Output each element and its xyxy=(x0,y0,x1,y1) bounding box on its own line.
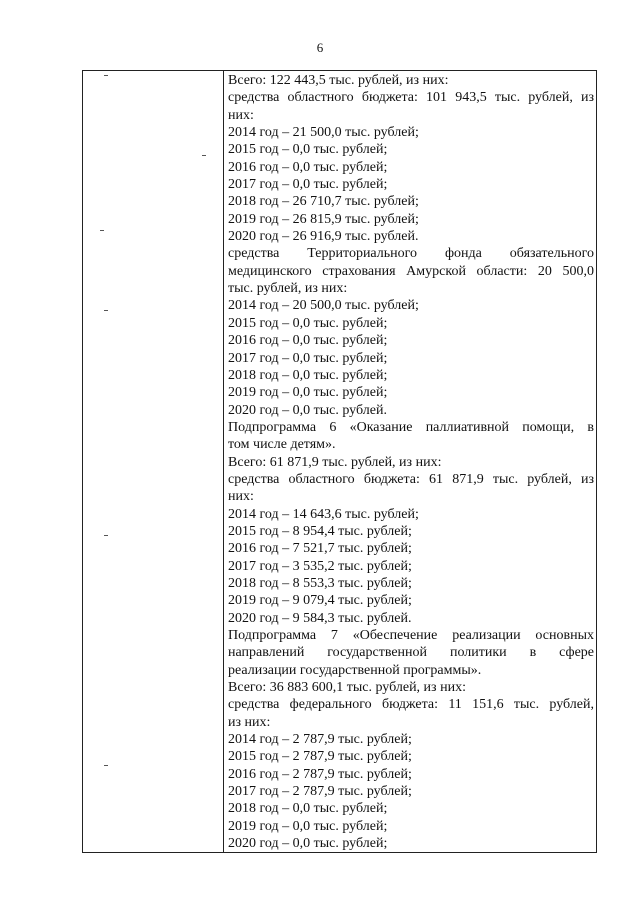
text-line: 2016 год – 7 521,7 тыс. рублей; xyxy=(228,541,412,557)
text-line: 2018 год – 26 710,7 тыс. рублей; xyxy=(228,194,419,210)
scan-speck xyxy=(104,535,108,536)
scan-speck xyxy=(104,75,108,76)
text-line: направлений государственной политики в сфере xyxy=(228,645,594,661)
text-line: из них: xyxy=(228,714,271,730)
text-line: средства областного бюджета: 61 871,9 тыс. рублей, из xyxy=(228,471,594,487)
text-line: 2018 год – 0,0 тыс. рублей; xyxy=(228,367,388,383)
funding-text-cell xyxy=(228,72,594,852)
text-line: 2019 год – 26 815,9 тыс. рублей; xyxy=(228,211,419,227)
scan-speck xyxy=(100,230,104,231)
text-line: 2014 год – 21 500,0 тыс. рублей; xyxy=(228,125,419,141)
text-line: 2016 год – 0,0 тыс. рублей; xyxy=(228,159,388,175)
text-line: 2015 год – 2 787,9 тыс. рублей; xyxy=(228,749,412,765)
text-line: 2015 год – 0,0 тыс. рублей; xyxy=(228,142,388,158)
scan-speck xyxy=(104,765,108,766)
text-line: медицинского страхования Амурской области: 20 500,0 xyxy=(228,263,594,279)
text-line: 2017 год – 2 787,9 тыс. рублей; xyxy=(228,784,412,800)
text-line: 2017 год – 0,0 тыс. рублей; xyxy=(228,350,388,366)
text-line: 2017 год – 0,0 тыс. рублей; xyxy=(228,177,388,193)
scan-speck xyxy=(104,310,108,311)
scan-speck xyxy=(202,155,206,156)
text-line: реализации государственной программы». xyxy=(228,662,482,678)
text-line: средства федерального бюджета: 11 151,6 тыс. рублей, xyxy=(228,697,594,713)
text-line: Всего: 36 883 600,1 тыс. рублей, из них: xyxy=(228,680,466,696)
text-line: средства Территориального фонда обязательного xyxy=(228,246,594,262)
page-number: 6 xyxy=(316,40,324,55)
text-line: 2018 год – 8 553,3 тыс. рублей; xyxy=(228,575,412,591)
text-line: 2020 год – 9 584,3 тыс. рублей. xyxy=(228,610,412,626)
text-line: Всего: 122 443,5 тыс. рублей, из них: xyxy=(228,73,449,88)
text-line: 2015 год – 0,0 тыс. рублей; xyxy=(228,315,388,331)
text-line: 2015 год – 8 954,4 тыс. рублей; xyxy=(228,523,412,539)
left-cell-empty xyxy=(83,71,223,852)
text-line: них: xyxy=(228,107,254,123)
text-line: средства областного бюджета: 101 943,5 тыс. рублей, из xyxy=(228,90,594,106)
text-line: 2019 год – 0,0 тыс. рублей; xyxy=(228,818,388,834)
text-line: 2020 год – 0,0 тыс. рублей; xyxy=(228,836,388,852)
text-line: 2014 год – 20 500,0 тыс. рублей; xyxy=(228,298,419,314)
text-line: Подпрограмма 6 «Оказание паллиативной помощи, в xyxy=(228,419,594,435)
text-line: 2020 год – 26 916,9 тыс. рублей. xyxy=(228,229,419,245)
text-line: 2014 год – 2 787,9 тыс. рублей; xyxy=(228,732,412,748)
text-line: том числе детям». xyxy=(228,437,336,453)
text-line: 2016 год – 2 787,9 тыс. рублей; xyxy=(228,766,412,782)
text-line: 2020 год – 0,0 тыс. рублей. xyxy=(228,402,387,418)
text-line: 2018 год – 0,0 тыс. рублей; xyxy=(228,801,388,817)
text-line: 2014 год – 14 643,6 тыс. рублей; xyxy=(228,506,419,522)
text-line: Всего: 61 871,9 тыс. рублей, из них: xyxy=(228,454,442,470)
funding-table xyxy=(82,70,597,853)
text-line: Подпрограмма 7 «Обеспечение реализации основных xyxy=(228,628,594,643)
text-line: 2017 год – 3 535,2 тыс. рублей; xyxy=(228,558,412,574)
text-line: них: xyxy=(228,489,254,505)
column-divider xyxy=(223,71,224,852)
text-line: 2019 год – 0,0 тыс. рублей; xyxy=(228,385,388,401)
text-line: 2019 год – 9 079,4 тыс. рублей; xyxy=(228,593,412,609)
text-line: тыс. рублей, из них: xyxy=(228,281,348,297)
text-line: 2016 год – 0,0 тыс. рублей; xyxy=(228,333,388,349)
